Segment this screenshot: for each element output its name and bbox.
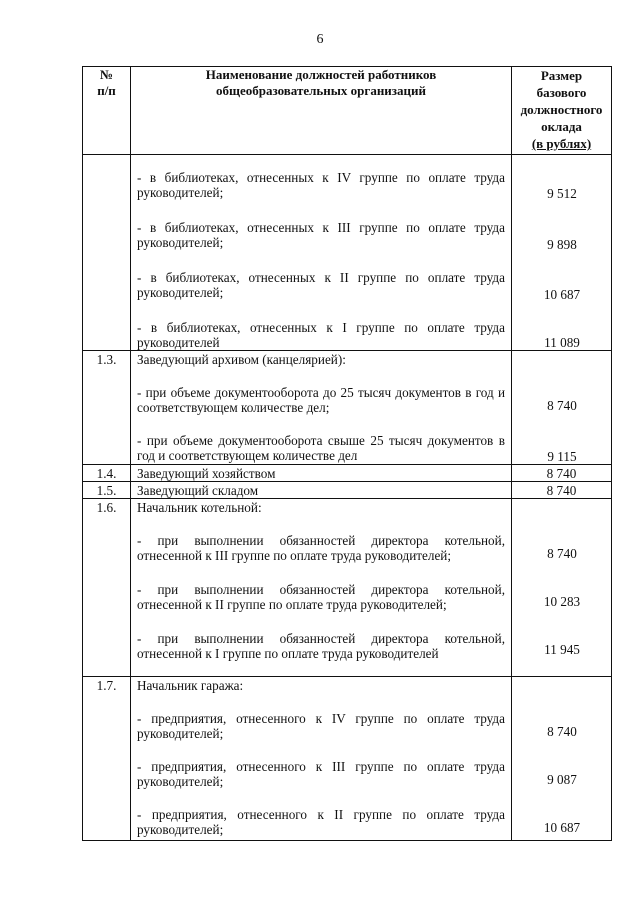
list-item: - при объеме документооборота свыше 25 тысяч документов в год и соответствующем количестве дел — [137, 433, 505, 463]
table-row — [83, 499, 612, 677]
row-name-cell — [131, 351, 512, 465]
value-text: 8 740 — [547, 546, 577, 561]
list-item: - в библиотеках, отнесенных к I группе по оплате труда руководителей — [137, 320, 505, 350]
table-row — [83, 465, 612, 482]
row-value-cell — [512, 677, 612, 841]
header-num-text: № п/п — [97, 67, 116, 98]
table-row — [83, 155, 612, 351]
table-row — [83, 351, 612, 465]
header-name-text: Наименование должностей работников общеобразовательных организаций — [205, 67, 437, 98]
row-num: 1.6. — [83, 499, 131, 677]
value-text: 8 740 — [547, 724, 577, 739]
row-value: 8 740 — [512, 465, 612, 482]
value-text: 10 687 — [543, 287, 581, 302]
header-size-line: должностного — [520, 102, 603, 117]
row-value-cell — [512, 499, 612, 677]
list-item: - при выполнении обязанностей директора котельной, отнесенной к II группе по оплате труда руководителей; — [137, 582, 505, 612]
header-size-line: Размер — [540, 68, 583, 83]
row-value: 8 740 — [512, 482, 612, 499]
table-header-row — [83, 67, 612, 155]
list-item: - при выполнении обязанностей директора котельной, отнесенной к III группе по оплате труда руководителей; — [137, 533, 505, 563]
list-item: - предприятия, отнесенного к III группе по оплате труда руководителей; — [137, 759, 505, 789]
header-size-line: базового — [536, 85, 587, 100]
table-row — [83, 482, 612, 499]
value-text: 9 115 — [547, 449, 577, 464]
value-text: 8 740 — [547, 398, 577, 413]
row-num: 1.7. — [83, 677, 131, 841]
salary-table — [82, 66, 612, 841]
row-title: Начальник гаража: — [137, 678, 244, 693]
value-text: 9 512 — [547, 186, 577, 201]
header-size-unit: (в рублях) — [531, 136, 592, 151]
row-value-cell — [512, 351, 612, 465]
row-num: 1.5. — [83, 482, 131, 499]
header-num — [83, 67, 131, 155]
list-item: - в библиотеках, отнесенных к IV группе по оплате труда руководителей; — [137, 170, 505, 200]
value-text: 10 283 — [543, 594, 581, 609]
page-number: 6 — [316, 32, 324, 47]
row-value-cell — [512, 155, 612, 351]
value-text: 9 087 — [547, 772, 577, 787]
row-title: Заведующий архивом (канцелярией): — [137, 352, 346, 367]
list-item: - в библиотеках, отнесенных к II группе по оплате труда руководителей; — [137, 270, 505, 300]
list-item: - предприятия, отнесенного к II группе по оплате труда руководителей; — [137, 807, 505, 837]
row-num — [83, 155, 131, 351]
value-text: 10 687 — [543, 820, 581, 835]
row-title: Заведующий складом — [131, 482, 512, 499]
list-item: - при объеме документооборота до 25 тысяч документов в год и соответствующем количестве дел; — [137, 385, 505, 415]
row-title: Заведующий хозяйством — [131, 465, 512, 482]
row-name-cell — [131, 677, 512, 841]
list-item: - в библиотеках, отнесенных к III группе по оплате труда руководителей; — [137, 220, 505, 250]
row-name-cell — [131, 155, 512, 351]
value-text: 9 898 — [547, 237, 577, 252]
header-name — [131, 67, 512, 155]
row-num: 1.4. — [83, 465, 131, 482]
row-num: 1.3. — [83, 351, 131, 465]
row-title: Начальник котельной: — [137, 500, 262, 515]
list-item: - предприятия, отнесенного к IV группе по оплате труда руководителей; — [137, 711, 505, 741]
table-row — [83, 677, 612, 841]
value-text: 11 089 — [544, 335, 580, 350]
row-name-cell — [131, 499, 512, 677]
value-text: 11 945 — [544, 642, 580, 657]
list-item: - при выполнении обязанностей директора котельной, отнесенной к I группе по оплате труда руководителей — [137, 631, 505, 661]
header-size — [512, 67, 612, 155]
header-size-line: оклада — [541, 119, 582, 134]
